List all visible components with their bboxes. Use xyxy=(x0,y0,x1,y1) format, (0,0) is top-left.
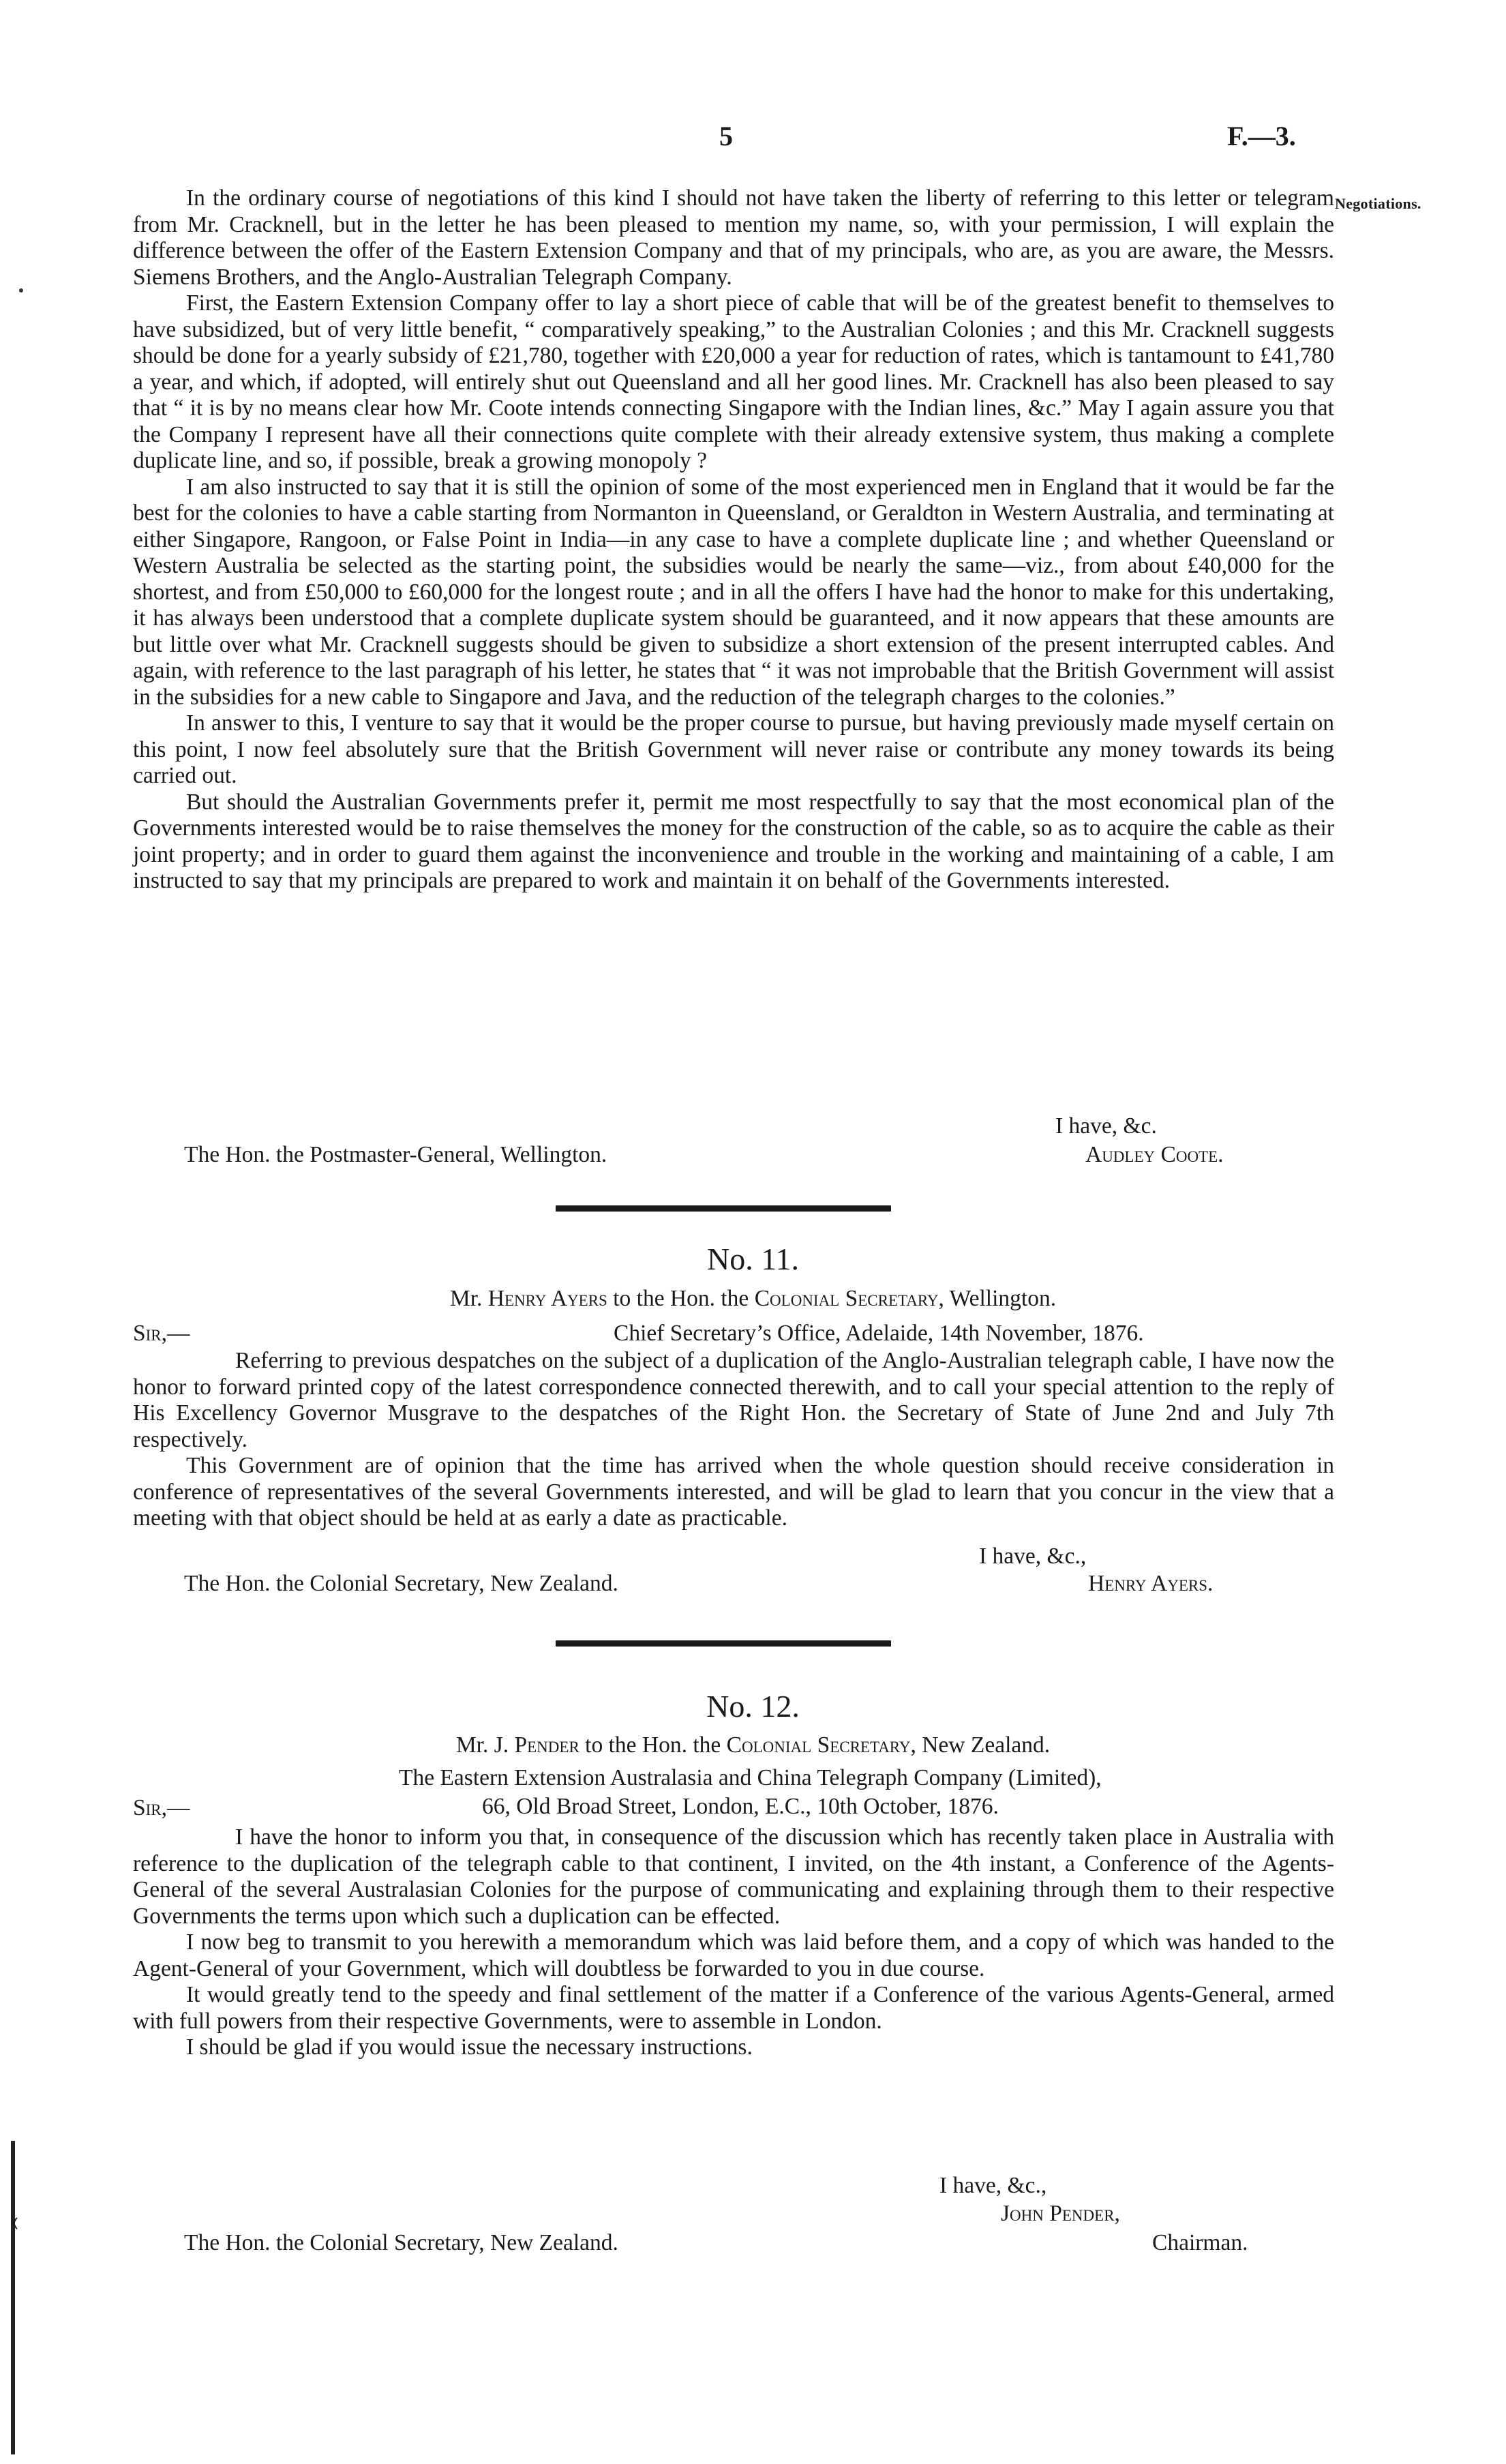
heading-place: , Wellington. xyxy=(938,1286,1057,1311)
document-reference: F.—3. xyxy=(1227,121,1296,151)
page-number: 5 xyxy=(719,121,733,151)
binding-arrow-icon: ‹ xyxy=(10,2204,20,2237)
letter-11-body xyxy=(133,1348,1334,1532)
heading-recipient: Colonial Secretary xyxy=(726,1732,911,1758)
addressee: The Hon. the Colonial Secretary, New Zealand. xyxy=(184,1571,618,1596)
paragraph: I am also instructed to say that it is still the opinion of some of the most experienced men in England that it would be far the best for the colonies to have a cable starting from Normanton in Queensland, or Geraldton in Western Australia, and terminating at either Singapore, Rangoon, or False Point in India—in any case to have a complete duplicate line ; and whether Queensland or Western Australia be selected as the starting point, the subsidies would be nearly the same—viz., from about £40,000 for the shortest, and from £50,000 to £60,000 for the longest route ; and in all the offers I have had the honor to make for this undertaking, it has always been understood that a complete duplicate system should be guaranteed, and it now appears that these amounts are but little over what Mr. Cracknell suggests should be given to subsidize a short extension of the present interrupted cables. And again, with reference to the last paragraph of his letter, he states that “ it was not improbable that the British Government will assist in the subsidies for a new cable to Singapore and Java, and the reduction of the telegraph charges to the colonies.” xyxy=(133,474,1334,710)
company-line: The Eastern Extension Australasia and China Telegraph Company (Limited), xyxy=(399,1765,1102,1790)
letter-12-body xyxy=(133,1824,1334,2061)
margin-note: Negotiations. xyxy=(1335,195,1421,212)
paragraph: Referring to previous despatches on the subject of a duplication of the Anglo-Australian telegraph cable, I have now the honor to forward printed copy of the latest correspondence connected therewith, and to call your special attention to the reply of His Excellency Governor Musgrave to the despatches of the Right Hon. the Secretary of State of June 2nd and July 7th respectively. xyxy=(133,1348,1334,1452)
paragraph: It would greatly tend to the speedy and final settlement of the matter if a Conference of the various Agents-General, armed with full powers from their respective Governments, were to assemble in London. xyxy=(133,1982,1334,2034)
closing-line: I have, &c., xyxy=(939,2173,1047,2198)
addressee: The Hon. the Postmaster-General, Wellington. xyxy=(184,1142,607,1167)
paragraph: I have the honor to inform you that, in consequence of the discussion which has recently taken place in Australia with reference to the duplication of the telegraph cable to that continent, I invited, on the 4th instant, a Conference of the Agents-General of the several Australasian Colonies for the purpose of communicating and explaining through them to their respective Governments the terms upon which such a duplication can be effected. xyxy=(133,1824,1334,1929)
print-speck xyxy=(19,288,23,292)
section-divider xyxy=(556,1640,891,1647)
letter-heading xyxy=(0,1286,1506,1312)
address-line: 66, Old Broad Street, London, E.C., 10th October, 1876. xyxy=(482,1794,999,1819)
signature-title: Chairman. xyxy=(1152,2230,1248,2255)
heading-mr: Mr. J. xyxy=(455,1732,509,1758)
heading-place: , New Zealand. xyxy=(910,1732,1051,1758)
salutation: Sir,— xyxy=(133,1795,190,1820)
heading-sender: Pender xyxy=(514,1732,579,1758)
letter-heading xyxy=(0,1732,1506,1758)
heading-connector: to the Hon. the xyxy=(613,1286,749,1311)
dateline: Chief Secretary’s Office, Adelaide, 14th November, 1876. xyxy=(614,1321,1144,1346)
binding-edge-mark xyxy=(11,2141,15,2454)
document-number: No. 11. xyxy=(706,1242,799,1276)
paragraph: I now beg to transmit to you herewith a memorandum which was laid before them, and a copy of which was handed to the Agent-General of your Government, which will doubtless be forwarded to you in due course. xyxy=(133,1929,1334,1981)
letter-10-body xyxy=(133,185,1334,895)
document-number: No. 12. xyxy=(706,1689,800,1724)
closing-line: I have, &c., xyxy=(979,1544,1087,1569)
heading-mr: Mr. xyxy=(449,1286,483,1311)
addressee: The Hon. the Colonial Secretary, New Zealand. xyxy=(184,2230,618,2255)
heading-connector: to the Hon. the xyxy=(585,1732,721,1758)
paragraph: I should be glad if you would issue the necessary instructions. xyxy=(186,2034,753,2060)
signature: Henry Ayers. xyxy=(1088,1571,1214,1596)
closing-line: I have, &c. xyxy=(1055,1113,1157,1139)
signature: Audley Coote. xyxy=(1085,1142,1224,1167)
salutation: Sir,— xyxy=(133,1321,190,1346)
signature: John Pender, xyxy=(1001,2201,1120,2226)
paragraph: This Government are of opinion that the time has arrived when the whole question should receive consideration in conference of representatives of the several Governments interested, and will be glad to learn that you concur in the view that a meeting with that object should be held at as early a date as practicable. xyxy=(133,1453,1334,1531)
section-divider xyxy=(556,1205,891,1212)
paragraph: First, the Eastern Extension Company offer to lay a short piece of cable that will be of the greatest benefit to themselves to have subsidized, but of very little benefit, “ comparatively speaking,” to the Australian Colonies ; and this Mr. Cracknell suggests should be done for a yearly subsidy of £21,780, together with £20,000 a year for reduction of rates, which is tantamount to £41,780 a year, and which, if adopted, will entirely shut out Queensland and all her good lines. Mr. Cracknell has also been pleased to say that “ it is by no means clear how Mr. Coote intends connecting Singapore with the Indian lines, &c.” May I again assure you that the Company I represent have all their connections quite complete with their already extensive system, thus making a complete duplicate line, and so, if possible, break a growing monopoly ? xyxy=(133,290,1334,473)
heading-recipient: Colonial Secretary xyxy=(754,1286,939,1311)
paragraph: But should the Australian Governments prefer it, permit me most respectfully to say that the most economical plan of the Governments interested would be to raise themselves the money for the construction of the cable, so as to acquire the cable as their joint property; and in order to guard them against the inconvenience and trouble in the working and maintaining of a cable, I am instructed to say that my principals are prepared to work and maintain it on behalf of the Governments interested. xyxy=(133,789,1334,893)
heading-sender: Henry Ayers xyxy=(487,1286,607,1311)
paragraph: In the ordinary course of negotiations of this kind I should not have taken the liberty of referring to this letter or telegram from Mr. Cracknell, but in the letter he has been pleased to mention my name, so, with your permission, I will explain the difference between the offer of the Eastern Extension Company and that of my principals, who are, as you are aware, the Messrs. Siemens Brothers, and the Anglo-Australian Telegraph Company. xyxy=(133,185,1334,290)
paragraph: In answer to this, I venture to say that it would be the proper course to pursue, but having previously made myself certain on this point, I now feel absolutely sure that the British Government will never raise or contribute any money towards its being carried out. xyxy=(133,710,1334,788)
